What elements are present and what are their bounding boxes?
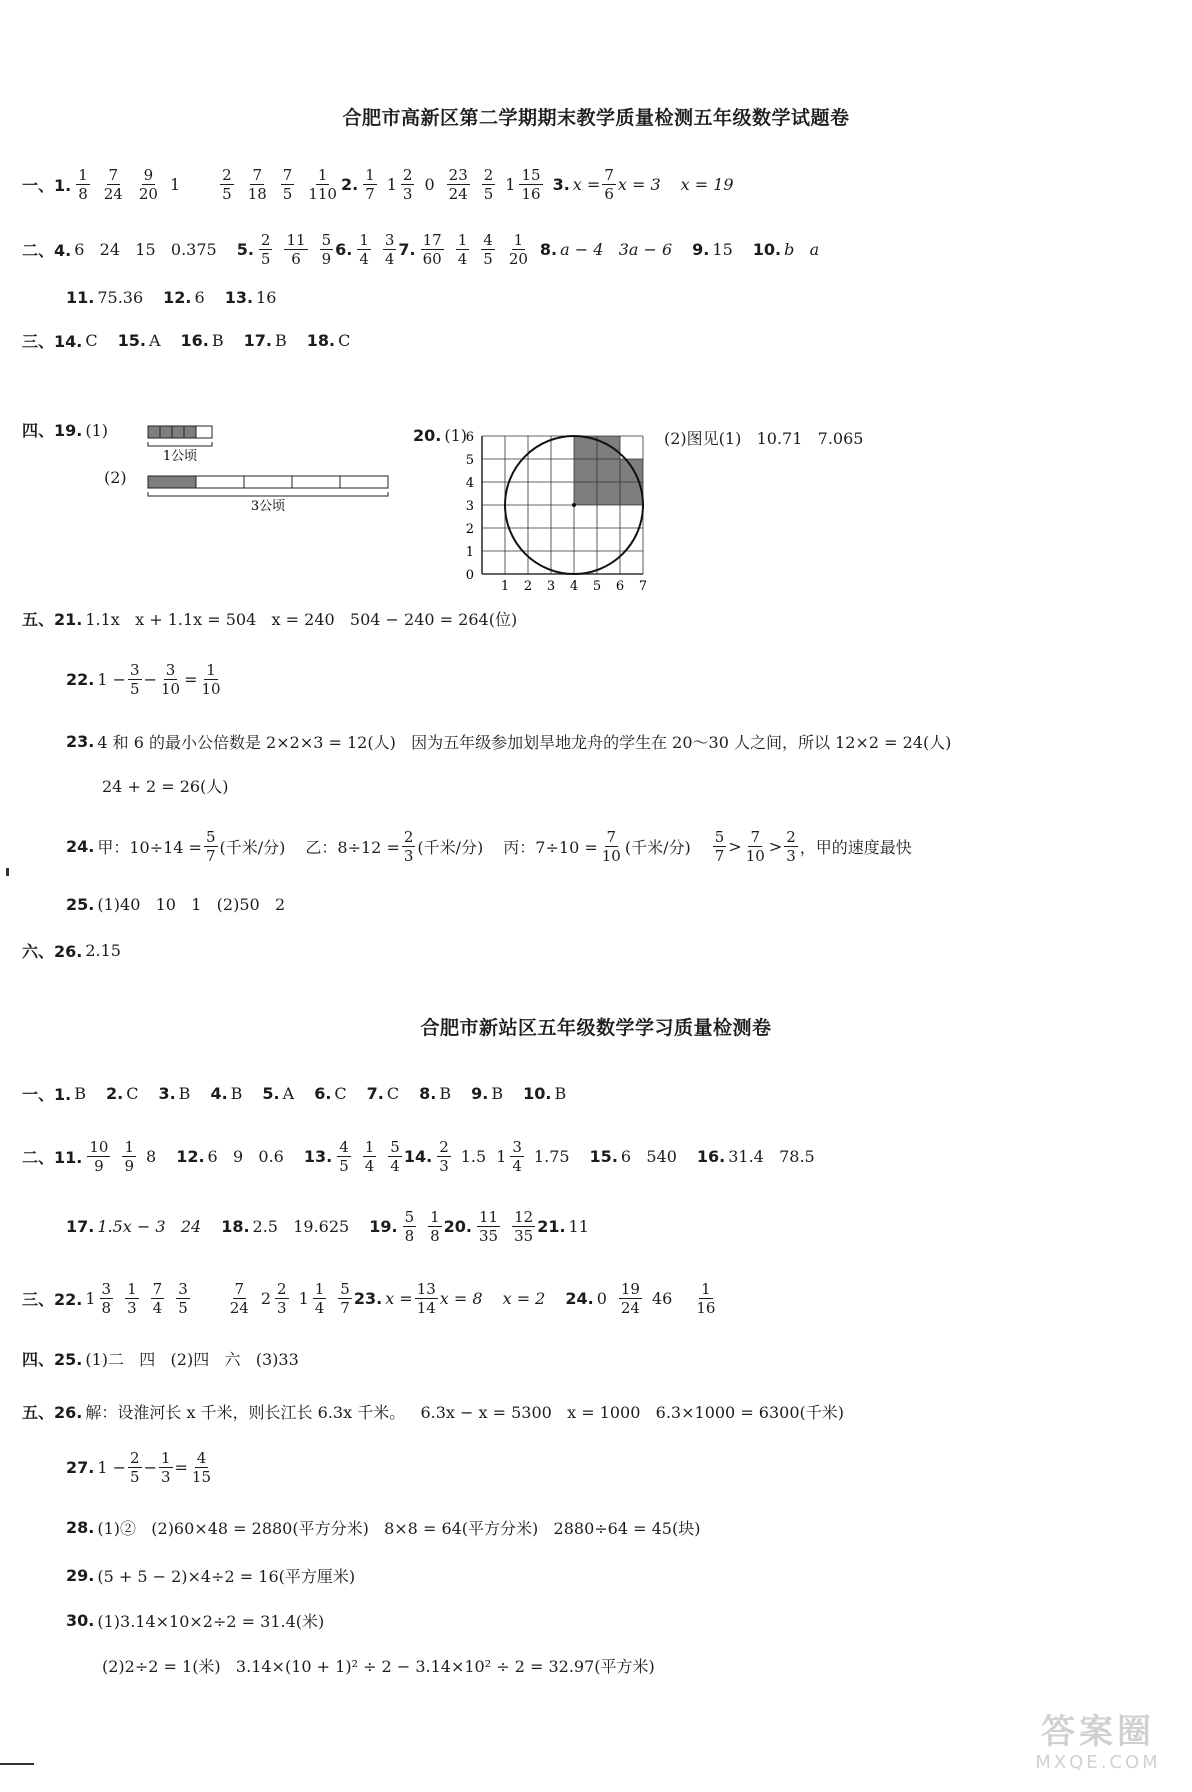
q-label: 5.	[236, 239, 254, 259]
fraction: $\frac{5}{7}$	[205, 827, 216, 865]
fraction: $\frac{13}{14}$	[416, 1279, 436, 1317]
q-label: 21.	[537, 1216, 566, 1236]
q-label: 29.	[66, 1565, 95, 1585]
fraction: $\frac{2}{5}$	[260, 230, 271, 268]
q-label: 三、22.	[22, 1289, 83, 1309]
expr: >	[728, 836, 742, 856]
answer-text: (1)② (2)60×48 = 2880(平方分米) 8×8 = 64(平方分米) 2880÷64 = 45(块)	[97, 1518, 701, 1538]
s2-answer-row-4	[22, 1273, 719, 1323]
answer-value: 2.5 19.625	[252, 1216, 350, 1236]
y-tick-label: 1	[465, 545, 474, 560]
fraction: $\frac{5}{7}$	[340, 1279, 350, 1317]
answer-row-4	[22, 315, 370, 365]
answer-text: (5 + 5 − 2)×4÷2 = 16(平方厘米)	[97, 1566, 356, 1586]
fraction: $\frac{4}{5}$	[339, 1137, 349, 1175]
equation: x = 8	[439, 1288, 483, 1308]
answer-value: 46	[651, 1288, 673, 1308]
answer-value: 1.5x − 3 24	[97, 1216, 202, 1236]
answer-row-q24	[66, 821, 912, 871]
bar-2-caption: 3公顷	[250, 499, 286, 514]
expr: 丙：7÷10 =	[503, 837, 598, 857]
expr: 甲：10÷14 =	[97, 837, 202, 857]
answer-row-q25	[66, 879, 285, 929]
answer-value: 1.5	[460, 1146, 487, 1166]
fraction: $\frac{1}{3}$	[160, 1448, 171, 1486]
q-label: 27.	[66, 1457, 95, 1477]
x-tick-label: 6	[615, 579, 625, 590]
fraction: $\frac{7}{10}$	[745, 827, 765, 865]
fraction: $\frac{2}{3}$	[786, 827, 796, 865]
y-tick-label: 2	[465, 522, 474, 537]
fraction: $\frac{1}{4}$	[314, 1279, 325, 1317]
answer-value: B	[230, 1083, 243, 1103]
fraction: $\frac{1}{16}$	[696, 1279, 716, 1317]
fraction: $\frac{5}{4}$	[390, 1137, 400, 1175]
q-label: 24.	[565, 1288, 594, 1308]
whole-part: 1	[496, 1146, 507, 1166]
q19-label: 四、19. (1)	[22, 421, 109, 440]
fraction: $\frac{10}{9}$	[89, 1137, 109, 1175]
answer-text: 2.15	[85, 940, 121, 960]
y-tick-label: 4	[465, 476, 474, 491]
q-label: 19.	[369, 1216, 398, 1236]
q-label: 7.	[366, 1083, 384, 1103]
fraction: $\frac{7}{18}$	[247, 165, 267, 203]
q-label: 17.	[243, 330, 272, 350]
q-label: 15.	[589, 1146, 618, 1166]
q20-label: 20. (1)	[413, 426, 468, 445]
answer-value: 15	[712, 239, 733, 259]
q-label: 16.	[696, 1146, 726, 1166]
q-label: 28.	[66, 1517, 95, 1537]
fraction: $\frac{1}{8}$	[78, 165, 88, 203]
answer-value: 75.36	[97, 287, 144, 307]
watermark-logo: 答案圈 MXQE.COM	[1035, 1712, 1161, 1773]
answer-row-q23b	[102, 760, 229, 810]
fraction: $\frac{7}{10}$	[601, 827, 621, 865]
answer-value: C	[338, 330, 351, 350]
expr: −	[143, 1457, 157, 1477]
fraction: $\frac{3}{4}$	[512, 1137, 522, 1175]
fraction: $\frac{3}{4}$	[384, 230, 395, 268]
y-tick-label: 5	[465, 453, 474, 468]
q-label: 13.	[224, 287, 254, 307]
q19-bar-diagrams	[140, 418, 410, 516]
s2-answer-row-q25	[22, 1333, 299, 1383]
answer-value: C	[85, 330, 98, 350]
whole-part: 1	[85, 1288, 96, 1308]
fraction: $\frac{1}{7}$	[365, 165, 375, 203]
x-tick-label: 5	[592, 579, 602, 590]
answer-text: ，甲的速度最快	[799, 837, 912, 857]
answer-value: a − 4 3a − 6	[560, 239, 673, 259]
s2-answer-row-q27	[66, 1442, 215, 1492]
fraction: $\frac{2}{3}$	[277, 1279, 287, 1317]
answer-row-q23	[66, 716, 951, 766]
fraction: $\frac{3}{5}$	[178, 1279, 188, 1317]
answer-value: C	[334, 1083, 347, 1103]
answer-value: B	[274, 330, 287, 350]
q-label: 23.	[353, 1288, 383, 1308]
equation: x =	[385, 1288, 413, 1308]
equation: x = 3	[617, 174, 661, 194]
answer-value: 6	[194, 287, 205, 307]
fraction: $\frac{5}{7}$	[714, 827, 725, 865]
fraction: $\frac{7}{5}$	[282, 165, 293, 203]
fraction: $\frac{7}{24}$	[229, 1279, 249, 1317]
q-label: 24.	[66, 836, 95, 856]
q20-part2: (2)图见(1) 10.71 7.065	[664, 429, 864, 448]
fraction: $\frac{11}{35}$	[479, 1207, 499, 1245]
margin-mark	[0, 1763, 34, 1765]
bar-2	[148, 476, 388, 514]
unit: (千米/分)	[417, 837, 484, 857]
fraction: $\frac{5}{8}$	[404, 1207, 415, 1245]
answer-value: B	[211, 330, 224, 350]
q-label: 17.	[66, 1216, 95, 1236]
fraction: $\frac{1}{3}$	[127, 1279, 137, 1317]
q-label: 30.	[66, 1610, 95, 1630]
answer-value: A	[148, 330, 161, 350]
s2-answer-row-q28	[66, 1502, 700, 1552]
answer-row-1	[22, 159, 754, 209]
q-label: 一、1.	[22, 1084, 72, 1104]
unit: (千米/分)	[219, 837, 286, 857]
answer-text: 4 和 6 的最小公倍数是 2×2×3 = 12(人) 因为五年级参加划旱地龙舟的学生在 20～30 人之间，所以 12×2 = 24(人)	[97, 732, 952, 752]
fraction: $\frac{17}{60}$	[422, 230, 442, 268]
q-label: 18.	[306, 330, 336, 350]
s2-answer-row-1	[22, 1068, 586, 1118]
q-label: 9.	[471, 1083, 489, 1103]
answer-text: (1)3.14×10×2÷2 = 31.4(米)	[97, 1611, 325, 1631]
expr: −	[143, 669, 157, 689]
fraction: $\frac{1}{10}$	[201, 660, 221, 698]
q-label: 7.	[398, 239, 416, 259]
answer-value: 6 9 0.6	[207, 1146, 284, 1166]
q-label: 12.	[163, 287, 192, 307]
x-tick-label: 7	[638, 579, 648, 590]
answer-value: 1	[169, 174, 181, 194]
fraction: $\frac{2}{5}$	[483, 165, 494, 203]
fraction: $\frac{1}{4}$	[359, 230, 369, 268]
equation: x = 19	[680, 174, 734, 194]
fraction: $\frac{3}{8}$	[101, 1279, 112, 1317]
q-label: 16.	[180, 330, 209, 350]
q-label: 6.	[314, 1083, 332, 1103]
bar-1	[148, 426, 212, 464]
answer-value: 1.75	[533, 1146, 570, 1166]
answer-value: B	[491, 1083, 504, 1103]
equation: x = 2	[502, 1288, 546, 1308]
answer-row-q21	[22, 593, 517, 643]
answer-value: 8	[146, 1146, 157, 1166]
q-label: 五、21.	[22, 609, 83, 629]
q-label: 二、11.	[22, 1147, 83, 1167]
answer-row-q22	[66, 654, 225, 704]
fraction: $\frac{3}{5}$	[130, 660, 140, 698]
fraction: $\frac{5}{9}$	[321, 230, 332, 268]
answer-value: 11	[568, 1216, 589, 1236]
fraction: $\frac{7}{6}$	[604, 165, 614, 203]
fraction: $\frac{2}{3}$	[402, 165, 413, 203]
answer-text: (2)2÷2 = 1(米) 3.14×(10 + 1)² ÷ 2 − 3.14×10² ÷ 2 = 32.97(平方米)	[102, 1656, 655, 1676]
answer-value: A	[282, 1083, 295, 1103]
fraction: $\frac{1}{8}$	[430, 1207, 440, 1245]
q-label: 10.	[523, 1083, 552, 1103]
answer-value: C	[126, 1083, 139, 1103]
q-label: 4.	[210, 1083, 228, 1103]
section1-title: 合肥市高新区第二学期期末教学质量检测五年级数学试题卷	[342, 107, 850, 129]
q-label: 三、14.	[22, 331, 83, 351]
q-label: 五、26.	[22, 1402, 83, 1422]
q-label: 10.	[752, 239, 782, 259]
unit: (千米/分)	[624, 837, 691, 857]
answer-text: (1)二 四 (2)四 六 (3)33	[85, 1349, 299, 1369]
answer-text: 24 + 2 = 26(人)	[102, 776, 229, 796]
fraction: $\frac{1}{4}$	[364, 1137, 375, 1175]
answer-value: 31.4 78.5	[728, 1146, 815, 1166]
fraction: $\frac{1}{20}$	[508, 230, 528, 268]
answer-value: 6 540	[620, 1146, 677, 1166]
q-label: 5.	[262, 1083, 280, 1103]
expr: =	[184, 669, 198, 689]
answer-value: 0	[424, 174, 435, 194]
fraction: $\frac{4}{15}$	[191, 1448, 212, 1486]
q-label: 11.	[66, 287, 95, 307]
q-label: 22.	[66, 669, 95, 689]
fraction: $\frac{11}{6}$	[286, 230, 306, 268]
q-label: 13.	[303, 1146, 333, 1166]
s2-answer-row-q29	[66, 1550, 355, 1600]
s2-answer-row-q30b	[102, 1640, 655, 1690]
answer-value: 16	[256, 287, 277, 307]
answer-row-q26	[22, 925, 121, 975]
expr: >	[768, 836, 783, 856]
fraction: $\frac{12}{35}$	[514, 1207, 534, 1245]
fraction: $\frac{2}{5}$	[222, 165, 232, 203]
fraction: $\frac{7}{4}$	[152, 1279, 163, 1317]
fraction: $\frac{2}{3}$	[439, 1137, 449, 1175]
s2-answer-row-2	[22, 1131, 835, 1181]
fraction: $\frac{4}{5}$	[483, 230, 493, 268]
fraction: $\frac{3}{10}$	[160, 660, 181, 698]
x-tick-label: 3	[546, 579, 556, 590]
whole-part: 1	[298, 1288, 309, 1308]
q-label: 六、26.	[22, 941, 83, 961]
x-tick-label: 2	[523, 579, 533, 590]
answer-row-2	[22, 224, 839, 274]
equation: x =	[572, 174, 601, 194]
y-tick-label: 3	[465, 499, 474, 514]
q-label: 四、25.	[22, 1349, 83, 1369]
answer-value: b a	[784, 239, 820, 259]
fraction: $\frac{2}{3}$	[403, 827, 414, 865]
answer-value: C	[386, 1083, 400, 1103]
q19-part2-label: (2)	[104, 468, 127, 487]
y-tick-label: 0	[465, 568, 474, 583]
circle-center	[572, 503, 576, 507]
answer-text: 解：设淮河长 x 千米，则长江长 6.3x 千米。 6.3x − x = 5300 x = 1000 6.3×1000 = 6300(千米)	[85, 1402, 845, 1422]
section2-title: 合肥市新站区五年级数学学习质量检测卷	[420, 1017, 772, 1039]
whole-part: 1	[505, 174, 516, 194]
answer-value: B	[74, 1083, 86, 1103]
q-label: 15.	[117, 330, 146, 350]
answer-value: B	[554, 1083, 567, 1103]
answer-text: 1.1x x + 1.1x = 504 x = 240 504 − 240 = 264(位)	[85, 609, 518, 629]
bar-1-caption: 1公顷	[162, 449, 198, 464]
fraction: $\frac{1}{9}$	[124, 1137, 134, 1175]
answer-value: 6 24 15 0.375	[74, 239, 217, 259]
answer-value: B	[178, 1083, 191, 1103]
fraction: $\frac{9}{20}$	[138, 165, 158, 203]
q-label: 2.	[105, 1083, 124, 1103]
q-label: 25.	[66, 894, 95, 914]
fraction: $\frac{1}{4}$	[457, 230, 468, 268]
q-label: 20.	[443, 1216, 472, 1236]
margin-mark	[6, 868, 9, 876]
s2-answer-row-3	[66, 1201, 609, 1251]
q-label: 18.	[221, 1216, 250, 1236]
s2-answer-row-q30	[66, 1595, 324, 1645]
expr: 1 −	[97, 669, 127, 689]
whole-part: 1	[386, 174, 397, 194]
q-label: 3.	[552, 174, 570, 194]
answer-value: 0	[596, 1288, 607, 1308]
q-label: 9.	[692, 239, 710, 259]
q20-coordinate-grid	[460, 418, 660, 590]
fraction: $\frac{7}{24}$	[103, 165, 123, 203]
fraction: $\frac{19}{24}$	[620, 1279, 640, 1317]
q-label: 一、1.	[22, 175, 72, 195]
fraction: $\frac{15}{16}$	[521, 165, 541, 203]
whole-part: 2	[260, 1288, 272, 1308]
q-label: 12.	[176, 1146, 205, 1166]
q-label: 8.	[419, 1083, 437, 1103]
fraction: $\frac{2}{5}$	[130, 1448, 140, 1486]
y-tick-label: 6	[465, 430, 474, 445]
x-tick-label: 4	[569, 579, 579, 590]
q-label: 3.	[158, 1083, 176, 1103]
shaded-cell	[574, 482, 643, 505]
expr: 1 −	[97, 1457, 127, 1477]
fraction: $\frac{1}{110}$	[308, 165, 337, 203]
q-label: 8.	[539, 239, 558, 259]
answer-value: B	[439, 1083, 452, 1103]
q-label: 二、4.	[22, 240, 72, 260]
q-label: 14.	[403, 1146, 433, 1166]
q-label: 6.	[335, 239, 353, 259]
q-label: 23.	[66, 731, 95, 751]
s2-answer-row-q26	[22, 1386, 844, 1436]
fraction: $\frac{23}{24}$	[448, 165, 468, 203]
answer-text: (1)40 10 1 (2)50 2	[97, 894, 286, 914]
expr: 乙：8÷12 =	[305, 837, 400, 857]
q-label: 2.	[340, 174, 359, 194]
x-tick-label: 1	[500, 579, 510, 590]
expr: =	[174, 1457, 188, 1477]
